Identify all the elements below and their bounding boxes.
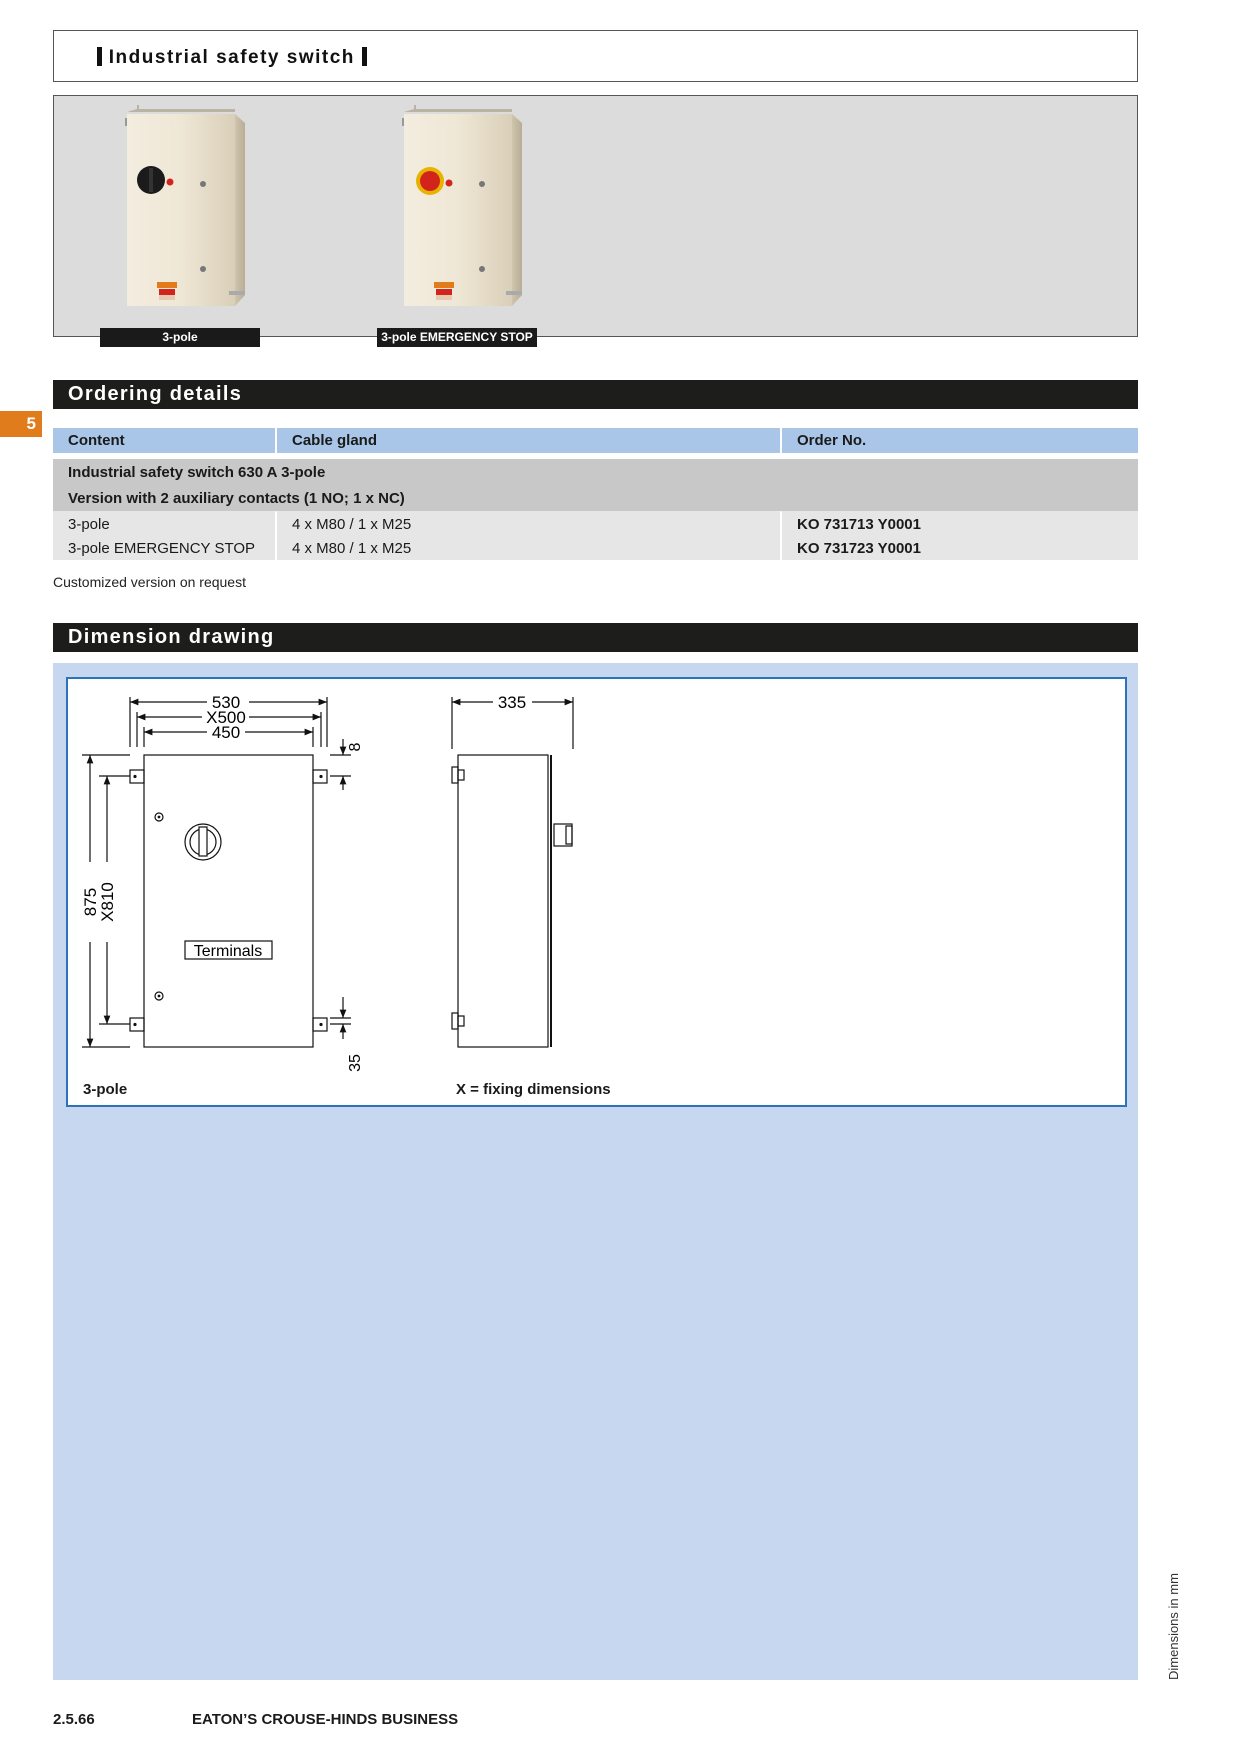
dim-height-fixing: X810 [98, 882, 117, 922]
row-cable-gland: 4 x M80 / 1 x M25 [275, 536, 780, 560]
dim-width-fixing: X500 [206, 708, 246, 727]
table-group-row [53, 485, 1138, 511]
dimension-drawing [66, 677, 706, 1107]
dim-height-overall: 875 [81, 887, 100, 917]
table-group-row [53, 453, 1138, 485]
dim-depth: 335 [497, 693, 527, 712]
row-order-no: KO 731713 Y0001 [780, 511, 1138, 536]
enclosure-photo-3-pole [125, 105, 245, 306]
chapter-tab: 5 [0, 411, 42, 437]
enclosure-photo-emergency-stop [402, 105, 522, 306]
title-bar-left [97, 47, 102, 66]
dim-top-offset: 8 [347, 742, 364, 752]
photo-label-emergency-stop: 3-pole EMERGENCY STOP [377, 328, 537, 347]
customized-note: Customized version on request [53, 574, 246, 590]
column-header-content: Content [53, 428, 275, 453]
photo-label-3-pole: 3-pole [100, 328, 260, 347]
row-order-no: KO 731723 Y0001 [780, 536, 1138, 560]
footer-brand: EATON’S CROUSE-HINDS BUSINESS [192, 1711, 459, 1728]
ordering-table-header [53, 428, 1138, 453]
row-cable-gland: 4 x M80 / 1 x M25 [275, 511, 780, 536]
group-title: Industrial safety switch 630 A 3-pole [53, 453, 1138, 485]
page-number: 2.5.66 [53, 1711, 95, 1728]
units-note: Dimensions in mm [1166, 1573, 1181, 1680]
knob-emergency-stop [420, 171, 440, 191]
dim-bottom-offset: 35 [347, 1054, 364, 1072]
product-photos [53, 95, 653, 355]
fixing-dimensions-caption: X = fixing dimensions [456, 1081, 611, 1098]
page-title [97, 47, 367, 69]
row-content: 3-pole [53, 511, 275, 536]
page-title-text: Industrial safety switch [108, 47, 355, 68]
front-view-caption: 3-pole [83, 1081, 128, 1098]
ordering-table [53, 428, 1138, 560]
dim-width-overall: 530 [211, 693, 241, 712]
dimension-drawing-heading: Dimension drawing [53, 623, 1138, 652]
group-subtitle: Version with 2 auxiliary contacts (1 NO; 1 x NC) [53, 485, 1138, 511]
terminals-label: Terminals [193, 943, 263, 960]
title-bar-right [362, 47, 367, 66]
ordering-details-heading: Ordering details [53, 380, 1138, 409]
table-row [53, 511, 1138, 536]
dim-width-body: 450 [211, 723, 241, 742]
column-header-order-no: Order No. [780, 428, 1138, 453]
column-header-cable-gland: Cable gland [275, 428, 780, 453]
table-row [53, 536, 1138, 560]
row-content: 3-pole EMERGENCY STOP [53, 536, 275, 560]
